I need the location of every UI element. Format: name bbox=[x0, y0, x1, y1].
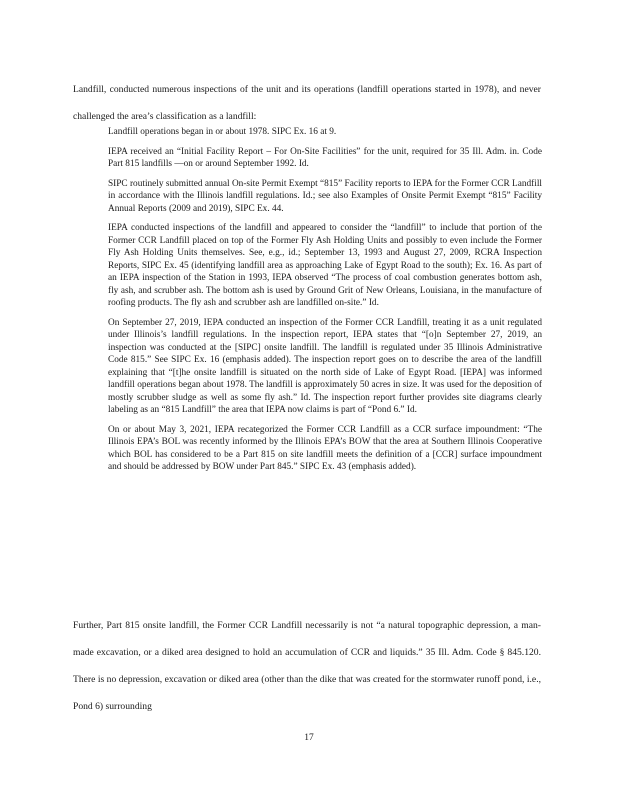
bullet-item bbox=[86, 222, 542, 310]
closing-paragraph: Further, Part 815 onsite landfill, the Former CCR Landfill necessarily is not “a natural topographic depression, a man-made excavation, or a diked area designed to hold an accumulation of CCR and liquids.” 35 Ill. Adm. Code § 845.120. There is no depression, excavation or diked area (other than the dike that was created for the stormwater runoff pond, i.e., Pond 6) surrounding bbox=[73, 619, 541, 712]
bullet-item bbox=[86, 146, 542, 171]
bullet-text: IEPA received an “Initial Facility Report – For On-Site Facilities” for the unit, required for 35 Ill. Adm. in. Code Part 815 landfills —on or around September 1992. Id. bbox=[108, 146, 542, 169]
bullet-item bbox=[86, 126, 542, 139]
bullet-text: Landfill operations began in or about 1978. SIPC Ex. 16 at 9. bbox=[108, 127, 337, 137]
bullet-text: IEPA conducted inspections of the landfill and appeared to consider the “landfill” to include that portion of the Former CCR Landfill placed on top of the Former Fly Ash Holding Units and possibly to even include the Former Fly Ash Holding Units themselves. See, e.g., id.; September 13, 1993 and August 27, 2009, RCRA Inspection Reports, SIPC Ex. 45 (identifying landfill area as approaching Lake of Egypt Road to the south); Ex. 16. As part of an IEPA inspection of the Station in 1993, IEPA observed “The process of coal combustion generates bottom ash, fly ash, and scrubber ash. The bottom ash is used by Ground Grit of New Orleans, Louisiana, in the manufacture of roofing products. The fly ash and scrubber ash are landfilled on-site.” Id. bbox=[108, 223, 542, 308]
bullet-text: SIPC routinely submitted annual On-site Permit Exempt “815” Facility reports to IEPA for the Former CCR Landfill in accordance with the Illinois landfill regulations. Id.; see also Examples of Onsite Permit Exempt “815” Facility Annual Reports (2009 and 2019), SIPC Ex. 44. bbox=[108, 178, 542, 214]
bullet-item bbox=[86, 317, 542, 417]
bullet-text: On September 27, 2019, IEPA conducted an inspection of the Former CCR Landfill, treating it as a unit regulated under Illinois’s landfill regulations. In the inspection report, IEPA states that “[o]n September 27, 2019, an inspection was conducted at the [SIPC] onsite landfill. The landfill is regulated under 35 Illinois Administrative Code 815.” See SIPC Ex. 16 (emphasis added). The inspection report goes on to describe the area of the landfill explaining that “[t]he onsite landfill is situated on the north side of Lake of Egypt Road. [IEPA] was informed landfill operations began about 1978. The landfill is approximately 50 acres in size. It was used for the deposition of mostly scrubber sludge as well as some fly ash.” Id. The inspection report further provides site diagrams clearly labeling as an “815 Landfill” the area that IEPA now claims is part of “Pond 6.” Id. bbox=[108, 317, 542, 415]
page-number: 17 bbox=[304, 733, 314, 743]
bullet-text: On or about May 3, 2021, IEPA recategorized the Former CCR Landfill as a CCR surface impoundment: “The Illinois EPA’s BOL was recently informed by the Illinois EPA’s BOW that the area at Southern Illinois Cooperative which BOL has considered to be a Part 815 on site landfill meets the definition of a [CCR] surface impoundment and should be addressed by BOW under Part 845.” SIPC Ex. 43 (emphasis added). bbox=[108, 424, 542, 472]
bullet-item bbox=[86, 424, 542, 474]
bullet-item bbox=[86, 178, 542, 216]
intro-paragraph: Landfill, conducted numerous inspections of the unit and its operations (landfill operations started in 1978), and never challenged the area’s classification as a landfill: bbox=[73, 83, 541, 122]
bullet-list bbox=[86, 126, 542, 481]
